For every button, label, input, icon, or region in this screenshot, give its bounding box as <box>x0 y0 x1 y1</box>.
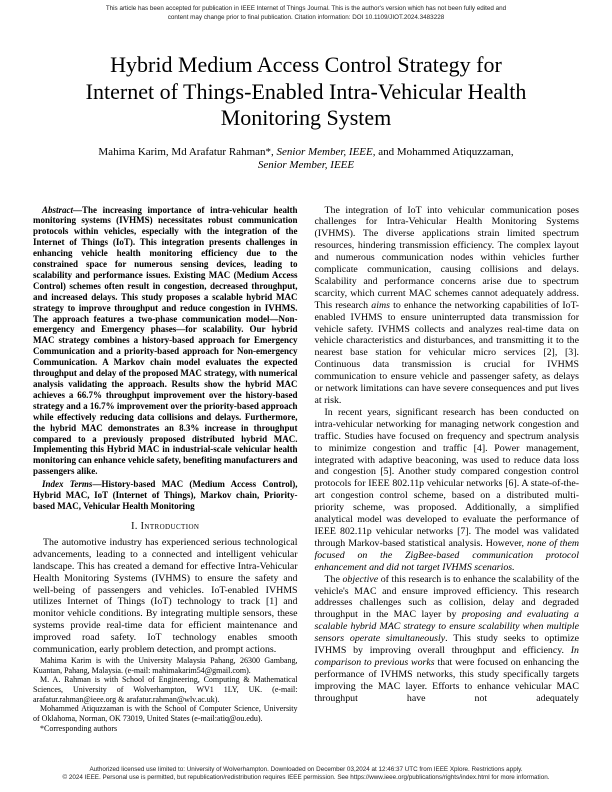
two-column-body <box>33 204 579 733</box>
column-left <box>33 204 298 733</box>
right-paragraph-2: In recent years, significant research has been conducted on intra-vehicular networking for managing network congestion and traffic. Studies have focused on frequency and spectrum analysis to minimize congestion and traffic [4]. Power management, integrated with adaptive beaconing, was used to reduce data loss and congestion [5]. Another study compared congestion control protocols for IEEE 802.11p vehicular networks [6]. A state-of-the-art congestion control scheme, based on a distributed multi-priority scheme, was proposed. Additionally, a simplified analytical model was developed to evaluate the performance of IEEE 802.11p vehicular networks [7]. The model was validated through Markov-based statistical analysis. However, none of them focused on the ZigBee-based communication protocol enhancement and did not target IVHMS scenarios. <box>314 406 579 573</box>
footnote-karim: Mahima Karim is with the University Malaysia Pahang, 26300 Gambang, Kuantan, Pahang, Malaysia. (e-mail: mahimakarim54@gmail.com). <box>33 655 298 675</box>
paper-title <box>33 52 579 132</box>
footnote-corresponding-authors: *Corresponding authors <box>40 723 118 733</box>
author-footnotes <box>33 656 298 734</box>
copyright-footer <box>0 766 612 783</box>
acceptance-notice-line2: content may change prior to final publication. Citation information: DOI 10.1109/JIOT.2024.3483228 <box>167 13 445 21</box>
column-right <box>315 205 580 727</box>
right-paragraph-1: The integration of IoT into vehicular communication poses challenges for Intra-Vehicular Health Monitoring Systems (IVHMS). The diverse applications strain limited spectrum resources, hindering transmission efficiency. The complex layout and numerous communication nodes within vehicles further complicate communication, causing collisions and delays. Scalability and performance concerns arise due to spectrum scarcity, which current MAC schemes cannot adequately address. This research aims to enhance the networking capabilities of IoT-enabled IVHMS to ensure uninterrupted data transmission for vehicle safety. IVHMS collects and analyzes real-time data on vehicle characteristics and disturbances, and transmitting it to the nearest base station for vehicular micro services [2], [3]. Continuous data transmission is crucial for IVHMS communication to ensure vehicle and passenger safety, as delays or network limitations can have severe consequences and put lives at risk. <box>314 204 579 406</box>
author-line2: Senior Member, IEEE <box>257 159 355 171</box>
footnote-atiquzzaman: Mohammed Atiquzzaman is with the School of Computer Science, University of Oklahoma, Norman, OK 73019, United States (e-mail:atiq@ou.edu). <box>33 704 298 724</box>
index-terms-paragraph: Index Terms—History-based MAC (Medium Access Control), Hybrid MAC, IoT (Internet of Things), Markov chain, Priority-based MAC, Vehicular Health Monitoring <box>33 479 298 511</box>
right-paragraph-3: The objective of this research is to enhance the scalability of the vehicle's MAC and ensure improved efficiency. This research addresses challenges such as collision, delay and degraded throughput in the MAC layer by proposing and evaluating a scalable hybrid MAC strategy to ensure scalability when multiple sensors operate simultaneously. This study seeks to optimize IVHMS by improving overall throughput and efficiency. In comparison to previous works that were focused on enhancing the performance of IVHMS networks, this study specifically targets improving the MAC layer. Efforts to enhance vehicular MAC throughput have not adequately <box>314 573 579 704</box>
page-content <box>33 52 579 733</box>
acceptance-notice <box>0 5 612 22</box>
section-heading-introduction: I. Introduction <box>131 520 200 532</box>
footnote-rahman: M. A. Rahman is with School of Engineering, Computing & Mathematical Sciences, University of Wolverhampton, WV1 1LY, UK. (e-mail: arafatur.rahman@ieee.org & arafatur.rahman@wlv.ac.uk). <box>33 675 298 704</box>
author-line1: Mahima Karim, Md Arafatur Rahman*, Senior Member, IEEE, and Mohammed Atiquzzaman, <box>98 145 514 158</box>
acceptance-notice-line1: This article has been accepted for publication in IEEE Internet of Things Journal. This is the author's version which has not been fully edited and <box>105 5 507 12</box>
footer-line2: © 2024 IEEE. Personal use is permitted, but republication/redistribution requires IEEE permission. See https://www.ieee.org/publications/rights/index.html for more information. <box>62 774 550 782</box>
introduction-paragraph-1: The automotive industry has experienced serious technological advancements, leading to a connected and intelligent vehicular landscape. This has created a demand for effective Intra-Vehicular Health Monitoring Systems (IVHMS) to ensure the safety and well-being of passengers and vehicles. IoT-enabled IVHMS utilizes Internet of Things (IoT) technology to track [1] and monitor vehicle conditions. By integrating multiple sensors, these systems provide real-time data for efficient maintenance and improved road safety. IoT technology enables smooth communication, early problem detection, and prompt actions. <box>33 536 298 656</box>
paper-title-line3: Monitoring System <box>220 105 392 130</box>
paper-title-line2: Internet of Things-Enabled Intra-Vehicular Health <box>85 78 527 104</box>
author-block <box>33 146 579 173</box>
paper-title-line1: Hybrid Medium Access Control Strategy for <box>110 52 502 77</box>
footer-line1: Authorized licensed use limited to: University of Wolverhampton. Downloaded on December 03,2024 at 12:46:37 UTC from IEEE Xplore. Restrictions apply. <box>89 765 523 773</box>
abstract-paragraph: Abstract—The increasing importance of intra-vehicular health monitoring systems (IVHMS) necessitates robust communication protocols within vehicles, especially with the integration of the Internet of Things (IoT). This integration presents challenges in enhancing vehicle health monitoring efficiency due to the constrained space for numerous sensing devices, leading to scalability and performance issues. Existing MAC (Medium Access Control) schemes often result in congestion, decreased throughput, and increased delays. This study proposes a scalable hybrid MAC strategy to improve throughput and reduce congestion in IVHMS. The approach features a two-phase communication model—Non-emergency and Emergency phases—for scalability. Our hybrid MAC strategy combines a history-based approach for Emergency Communication and a priority-based approach for Non-emergency Communication. A Markov chain model evaluates the expected throughput and delay of the proposed MAC strategy, with numerical analysis validating the approach. Results show the hybrid MAC achieves a 66.7% throughput improvement over the history-based strategy and a 16.7% improvement over the priority-based approach while effectively reducing data collisions and delays. Furthermore, the hybrid MAC demonstrates an 8.3% increase in throughput compared to a previously proposed distributed hybrid MAC. Implementing this Hybrid MAC in industrial-scale vehicular health monitoring can enhance vehicle safety, benefiting manufacturers and passengers alike. <box>33 204 298 477</box>
